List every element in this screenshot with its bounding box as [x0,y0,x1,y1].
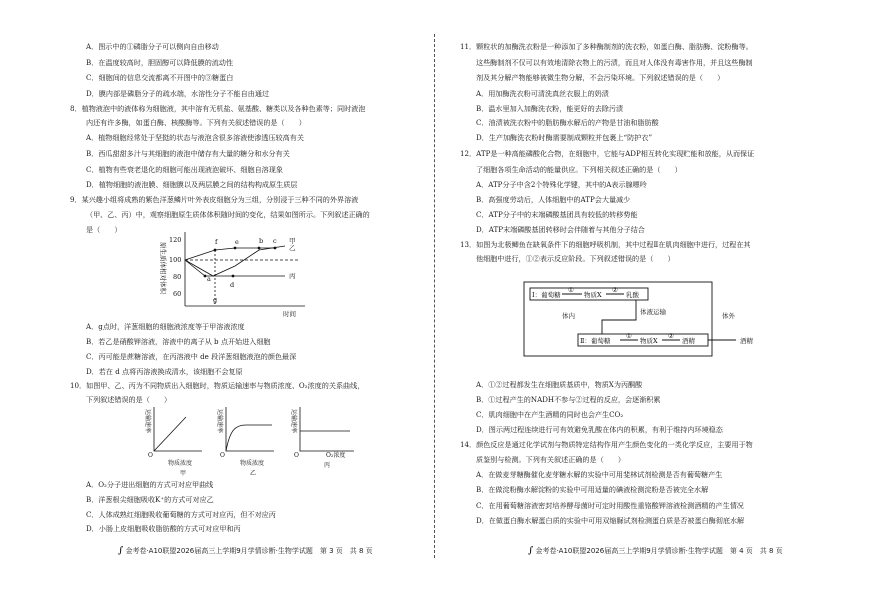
q13-r1-step1: ① [568,286,574,294]
q13-r2-step2: ② [668,332,674,340]
q11-option-c[interactable]: C．油渍被洗衣粉中的脂肪酶水解后的产物是甘油和脂肪酸 [476,118,659,127]
footer-page-4: ∫ 金考卷·A10联盟2026届高三上学期9月学情诊断·生物学试题 第 4 页 共 8 页 [528,546,783,556]
q11-option-b[interactable]: B．温水里加入加酶洗衣粉，能更好的去除污渍 [476,104,624,113]
q8-option-a[interactable]: A．植物细胞经常处于坚挺的状态与液泡含很多溶液使渗透压较高有关 [86,133,304,142]
q13-respiration-diagram [522,280,782,360]
q10-origin-yi: O [220,452,225,459]
q12-option-d[interactable]: D．ATP末端磷酸基团转移时会伴随着与其他分子结合 [476,225,645,234]
q10-name-bing: 丙 [324,462,331,469]
q10-option-c[interactable]: C．人体成熟红细胞吸收葡萄糖的方式可对应丙，但不对应丙 [86,510,276,519]
q14-option-c[interactable]: C．在用葡萄糖溶液密封培养酵母菌时可定时用酸性重铬酸钾溶液检测酒精的产生情况 [476,501,744,510]
q10-ylabel-yi: 运输速率 [216,409,223,434]
q13-stem-line1: 13．如图为北极鲫鱼在缺氧条件下的细胞呼吸机制，其中过程Ⅱ在肌肉细胞中进行，过程在其 [460,240,751,249]
q14-stem-line2: 质鉴别与检测。下列有关叙述正确的是（ ） [476,455,625,464]
column-divider [434,34,435,558]
q14-option-b[interactable]: B．在做淀粉酶水解淀粉的实验中可用适量的碘液检测淀粉是否被完全水解 [476,485,709,494]
q9-label-e: e [235,238,239,246]
q11-option-a[interactable]: A．用加酶洗衣粉可清洗真丝衣服上的奶渍 [476,89,609,98]
q13-option-d[interactable]: D．图示两过程连续进行可有效避免乳酸在体内的积累，有利于维持内环境稳态 [476,425,723,434]
q10-xlabel-yi: 物质浓度 [240,460,265,467]
q14-stem-line1: 14．颜色反应是通过化学试剂与物质特定结构作用产生颜色变化的一类化学反应，主要用于物 [460,440,753,449]
q10-stem-line1: 10．如图甲、乙、丙为不同物质出入细胞时，物质运输速率与物质浓度、O₂浓度的关系曲线， [70,381,365,390]
q10-xlabel-bing: O₂浓度 [326,452,346,459]
q9-series-yi: 乙 [289,244,296,252]
q8-option-c[interactable]: C．植物有些衰老退化的细胞可能出现液泡破坏、细胞自溶现象 [86,165,283,174]
q10-axes-jia [154,407,202,451]
q9-series-jia: 甲 [289,237,296,245]
q10-origin-bing: O [294,452,299,459]
q9-ytick-60: 60 [173,290,182,298]
q10-curve-jia [154,417,186,451]
q9-ytick-100: 100 [169,256,182,264]
q13-r2-mid: 物质X [640,337,658,345]
q13-r2-label: Ⅱ：葡萄糖 [580,337,611,345]
q10-name-yi: 乙 [250,470,257,477]
q9-point-c [274,247,277,250]
q9-stem-line1: 9．某兴趣小组将成熟的紫色洋葱鳞片叶外表皮细胞分为三组，分别浸于三种不同的外界溶液 [70,195,359,204]
q9-label-d: d [230,281,235,289]
q13-r1-step2: ② [612,286,618,294]
q12-option-b[interactable]: B．高强度劳动后，人体细胞中的ATP会大量减少 [476,195,631,204]
q12-stem-line1: 12．ATP是一种高能磷酸化合物，在细胞中，它能与ADP相互转化实现贮能和放能，从而保证 [460,149,755,158]
q13-option-a[interactable]: A．①②过程都发生在细胞质基质中，物质X为丙酮酸 [476,380,643,389]
q10-stem-line2: 下列叙述错误的是（ ） [86,395,172,404]
q9-series-bing-line [185,260,285,276]
q8-option-d[interactable]: D．植物细胞的液泡膜、细胞膜以及两层膜之间的结构构成原生质层 [86,180,298,189]
q9-label-b: b [259,237,264,245]
q7-option-c[interactable]: C．细胞间的信息交流都离不开图中的③糖蛋白 [86,73,234,82]
q10-ylabel-bing: 运输速率 [290,409,297,434]
q10-option-d[interactable]: D．小肠上皮细胞吸收脂肪酸的方式可对应甲和丙 [86,524,241,533]
q7-option-b[interactable]: B．在温度较高时，胆固醇可以降低膜的流动性 [86,58,234,67]
q12-option-c[interactable]: C．ATP分子中的末端磷酸基团具有较低的转移势能 [476,210,638,219]
q10-ylabel-jia: 运输速率 [144,409,151,434]
q9-ylabel: 原生质体相对体积 [159,242,167,294]
q11-stem-line3: 剂及其分解产物能够被微生物分解，不会污染环境。下列叙述错误的是（ ） [476,73,725,82]
q9-point-a [204,275,207,278]
brand-logo: ∫ [528,546,534,556]
q10-axes-yi [226,407,274,451]
q8-option-b[interactable]: B．西瓜甜甜多汁与其细胞的液泡中储存有大量的糖分和水分有关 [86,149,290,158]
q10-option-a[interactable]: A．O₂分子进出细胞的方式可对应甲曲线 [86,480,214,489]
page-3 [0,0,432,591]
q14-option-a[interactable]: A．在做麦芽糖酶催化麦芽糖水解的实验中可用斐林试剂检测是否有葡萄糖产生 [476,470,723,479]
q13-tiye: 体内 [562,312,575,320]
q9-point-f [214,249,217,252]
q13-r1-label: Ⅰ：葡萄糖 [532,291,561,299]
q13-transport: 体液运输 [640,308,666,316]
q13-tiwai: 体外 [722,312,735,320]
q10-xlabel-jia: 物质浓度 [168,460,193,467]
q9-label-a: a [207,275,211,283]
q11-option-d[interactable]: D．生产加酶洗衣粉时酶需要制成颗粒并包裹上“防护衣” [476,133,653,142]
footer-page-3: ∫ 金考卷·A10联盟2026届高三上学期9月学情诊断·生物学试题 第 3 页 共 8 页 [118,546,373,556]
brand-logo: ∫ [118,546,124,556]
q13-r1-mid: 物质X [584,291,602,299]
q9-label-c: c [273,237,277,245]
q7-option-d[interactable]: D．膜内部是磷脂分子的疏水端，水溶性分子不能自由通过 [86,89,270,98]
q9-xlabel: 时间 [283,310,296,318]
q13-option-c[interactable]: C．肌肉细胞中在产生酒精的同时也会产生CO₂ [476,410,624,419]
q9-point-b [258,247,261,250]
q11-stem-line2: 这些酶制剂不仅可以有效地清除衣物上的污渍，而且对人体没有毒害作用，并且这些酶制 [476,58,753,67]
q10-option-b[interactable]: B．洋葱根尖细胞吸收K⁺的方式可对应乙 [86,495,214,504]
q12-stem-line2: 了细胞各项生命活动的能量供应。下列相关叙述正确的是（ ） [476,165,682,174]
q8-stem-line1: 8．植物液泡中的液体称为细胞液，其中溶有无机盐、氨基酸、糖类以及各种色素等；同时液泡 [70,104,366,113]
q10-origin-jia: O [148,452,153,459]
page-4 [438,0,870,591]
q13-r1-end: 乳酸 [626,291,639,299]
q12-option-a[interactable]: A．ATP分子中含2个特殊化学键，其中的A表示腺嘌呤 [476,180,647,189]
q11-stem-line1: 11．颗粒状的加酶洗衣粉是一种添加了多种酶制剂的洗衣粉，如蛋白酶、脂肪酶、淀粉酶等。 [460,42,753,51]
q14-option-d[interactable]: D．在做蛋白酶水解蛋白质的实验中可用双缩脲试剂检测蛋白质是否被蛋白酶彻底水解 [476,516,745,525]
q9-ytick-120: 120 [169,236,182,244]
q9-point-e [234,247,237,250]
q9-volume-chart [155,228,315,320]
q13-out-label: 酒精 [740,337,753,345]
q13-r2-step1: ① [626,332,632,340]
q9-stem-line3: 是（ ） [86,225,122,234]
q7-option-a[interactable]: A．图示中的①磷脂分子可以侧向自由移动 [86,42,219,51]
q13-transport-arrow [602,300,636,334]
q13-r2-end: 酒精 [682,337,695,345]
q10-name-jia: 甲 [180,470,187,477]
q9-point-d [232,275,235,278]
q9-ytick-80: 80 [173,273,182,281]
q9-option-a[interactable]: A．g点时，洋葱细胞的细胞液浓度等于甲溶液浓度 [86,322,245,331]
q10-curve-yi [226,425,272,451]
q9-label-f: f [215,238,218,246]
q9-option-c[interactable]: C．丙可能是蔗糖溶液，在丙溶液中 de 段洋葱细胞液泡的颜色最深 [86,352,297,361]
q9-option-d[interactable]: D．若在 d 点将丙溶液换成清水，该细胞不会复原 [86,367,243,376]
q9-series-bing: 丙 [289,272,296,280]
q9-stem-line2: （甲、乙、丙）中，观察细胞原生质体体积随时间的变化，结果如图所示。下列叙述正确的 [86,210,370,219]
q9-option-b[interactable]: B．若乙是硝酸钾溶液，溶液中的离子从 b 点开始进入细胞 [86,337,271,346]
q13-option-b[interactable]: B．①过程产生的NADH不参与②过程的反应，会逐渐积累 [476,395,661,404]
q10-transport-charts [140,405,380,480]
q10-axes-bing [300,407,354,451]
q8-stem-line2: 内还有许多酶，如蛋白酶、核酸酶等。下列有关叙述错误的是（ ） [86,118,306,127]
q13-stem-line2: 他细胞中进行，①②表示反应阶段。下列叙述错误的是（ ） [476,254,675,263]
q9-label-g: g [213,296,218,304]
